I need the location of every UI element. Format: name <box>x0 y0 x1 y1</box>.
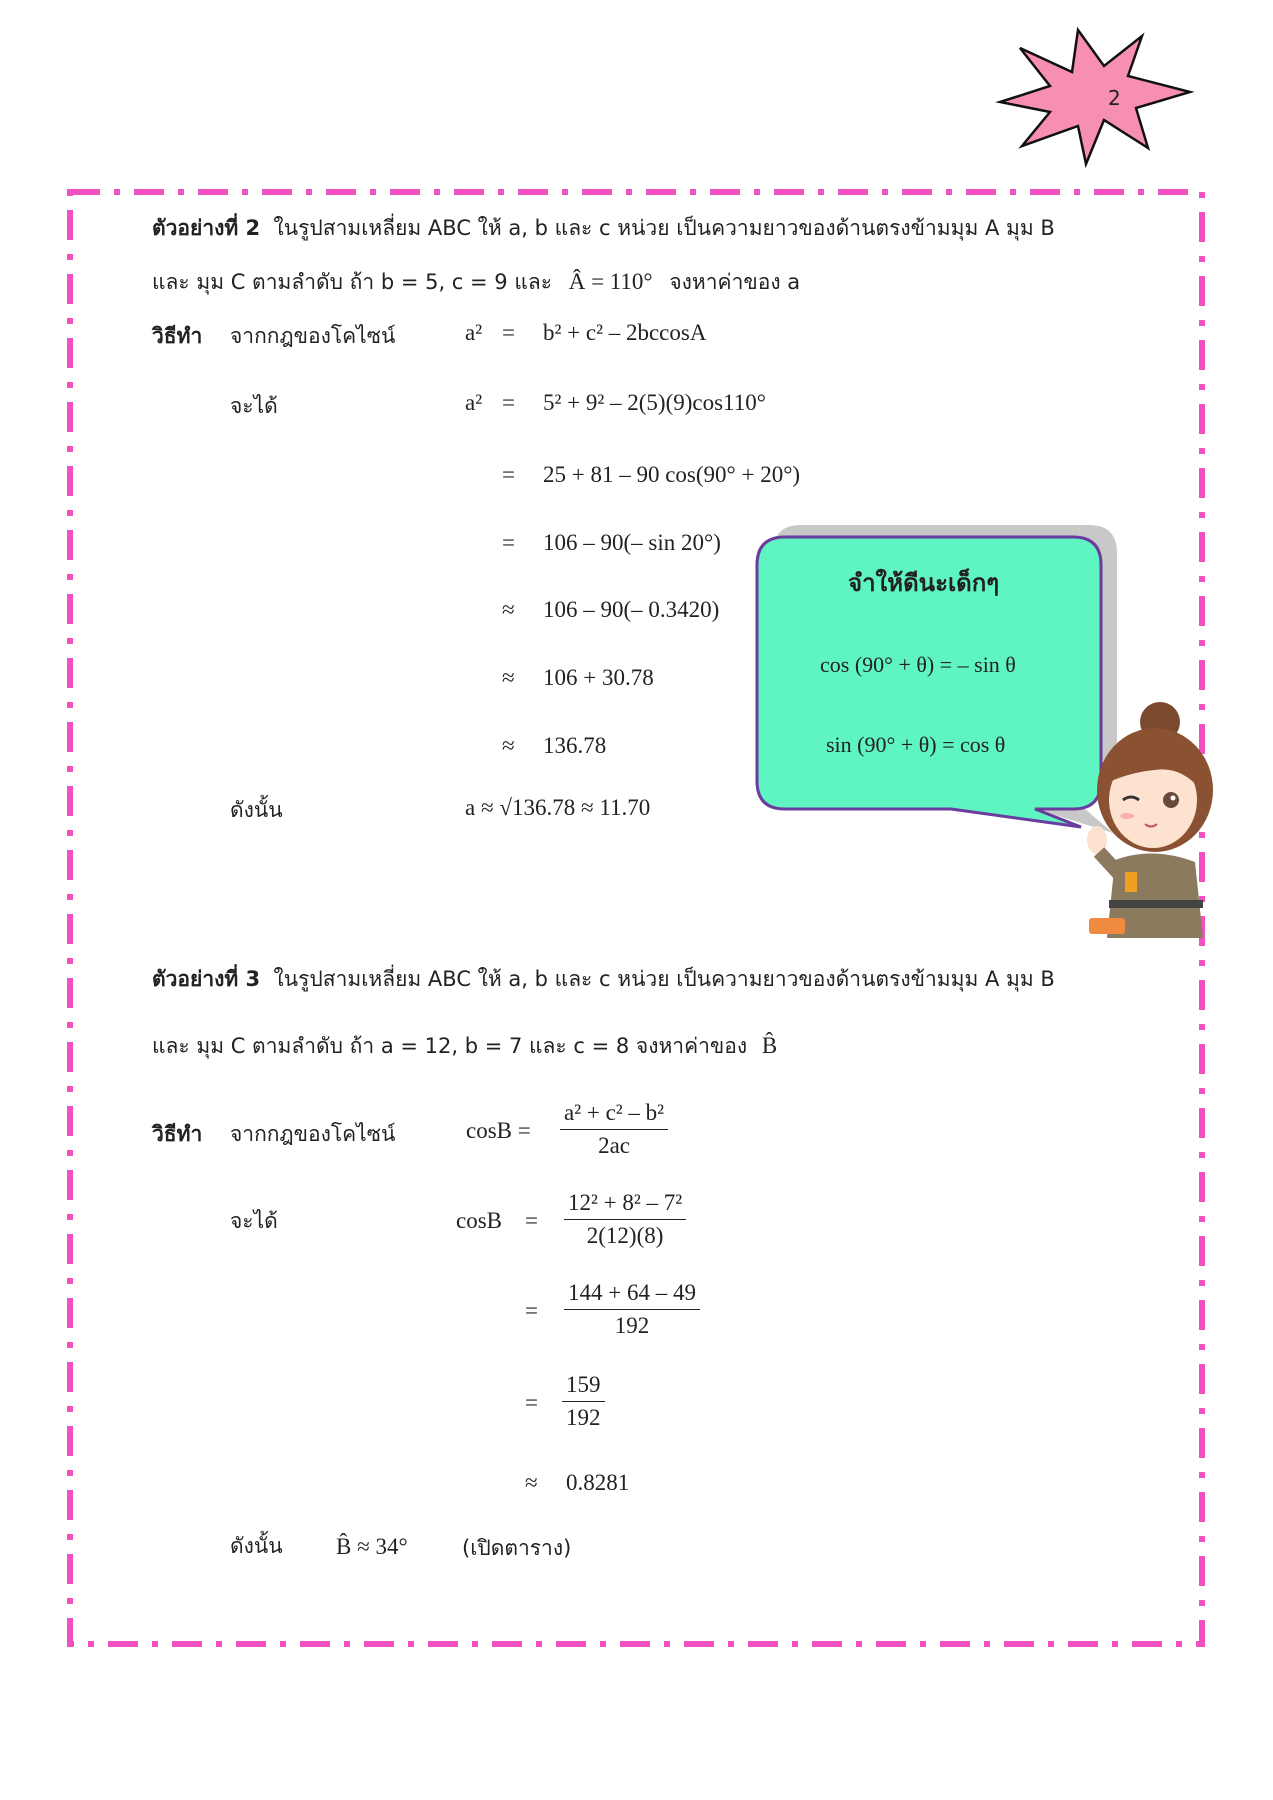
step4-op: ≈ <box>525 1470 538 1495</box>
step-rhs: 106 + 30.78 <box>543 665 654 690</box>
example3-line1 <box>152 963 1055 996</box>
step-lhs: a² <box>465 320 483 345</box>
example2-line1 <box>152 212 1055 245</box>
example3-method-label: วิธีทำ <box>152 1122 203 1146</box>
step1-op: = <box>525 1208 538 1233</box>
bubble-formula-sin: sin (90° + θ) = cos θ <box>826 732 1006 757</box>
step-rhs: b² + c² – 2bccosA <box>543 320 707 345</box>
step4-value: 0.8281 <box>566 1470 630 1495</box>
girl-illustration <box>1085 700 1220 945</box>
formula-denominator: 2ac <box>598 1133 630 1158</box>
step-op: = <box>502 462 515 487</box>
step-lhs: a² <box>465 390 483 415</box>
example3-rule-label: จากกฎของโคไซน์ <box>230 1122 396 1146</box>
step2-denominator: 192 <box>614 1313 650 1338</box>
example2-get-label: จะได้ <box>230 394 278 418</box>
step-op: ≈ <box>502 733 515 758</box>
step-op: = <box>502 390 515 415</box>
step-op: = <box>502 530 515 555</box>
example2-line2 <box>152 266 800 299</box>
step-op: = <box>502 320 515 345</box>
bubble-title: จำให้ดีนะเด็กๆ <box>848 569 1000 597</box>
example2-method-label: วิธีทำ <box>152 324 203 348</box>
example2-statement-2: และ มุม C ตามลำดับ ถ้า b = 5, c = 9 และ <box>152 270 553 294</box>
example3-answer-note: (เปิดตาราง) <box>462 1536 572 1560</box>
bubble-formula-cos: cos (90° + θ) = – sin θ <box>820 652 1016 677</box>
example2-title: ตัวอย่างที่ 2 <box>152 216 261 240</box>
example3-get-label: จะได้ <box>230 1209 278 1233</box>
example2-question: จงหาค่าของ a <box>669 270 801 294</box>
example3-therefore-label: ดังนั้น <box>230 1534 283 1558</box>
step1-fraction <box>564 1190 686 1249</box>
example2-statement-1: ในรูปสามเหลี่ยม ABC ให้ a, b และ c หน่วย เป็นความยาวของด้านตรงข้ามมุม A มุม B <box>273 216 1055 240</box>
example3-title: ตัวอย่างที่ 3 <box>152 967 261 991</box>
example2-answer: a ≈ √136.78 ≈ 11.70 <box>465 795 651 820</box>
formula-fraction <box>560 1100 668 1159</box>
step-rhs: 136.78 <box>543 733 607 758</box>
example2-rule-label: จากกฎของโคไซน์ <box>230 324 396 348</box>
step-op: ≈ <box>502 665 515 690</box>
example3-statement-2: และ มุม C ตามลำดับ ถ้า a = 12, b = 7 และ c = 8 จงหาค่าของ <box>152 1034 748 1058</box>
step-rhs: 5² + 9² – 2(5)(9)cos110° <box>543 390 766 415</box>
step3-denominator: 192 <box>566 1405 601 1430</box>
step1-denominator: 2(12)(8) <box>586 1223 664 1248</box>
step2-op: = <box>525 1298 538 1323</box>
step2-numerator: 144 + 64 – 49 <box>564 1280 700 1310</box>
formula-lhs: cosB = <box>466 1118 531 1143</box>
step3-fraction <box>562 1372 605 1431</box>
step-rhs: 25 + 81 – 90 cos(90° + 20°) <box>543 462 801 487</box>
step1-numerator: 12² + 8² – 7² <box>564 1190 686 1220</box>
example3-statement-1: ในรูปสามเหลี่ยม ABC ให้ a, b และ c หน่วย เป็นความยาวของด้านตรงข้ามมุม A มุม B <box>273 967 1055 991</box>
step1-lhs: cosB <box>456 1208 502 1233</box>
example3-angle-b: B̂ <box>761 1033 778 1058</box>
step-rhs: 106 – 90(– 0.3420) <box>543 597 720 622</box>
example2-therefore-label: ดังนั้น <box>230 798 283 822</box>
step3-op: = <box>525 1390 538 1415</box>
step-rhs: 106 – 90(– sin 20°) <box>543 530 721 555</box>
step2-fraction <box>564 1280 700 1339</box>
page-number: 2 <box>1108 86 1121 110</box>
example3-line2 <box>152 1030 777 1063</box>
step3-numerator: 159 <box>562 1372 605 1402</box>
example3-answer: B̂ ≈ 34° <box>336 1534 408 1559</box>
example2-angle-a: Â = 110° <box>568 269 653 294</box>
step-op: ≈ <box>502 597 515 622</box>
formula-numerator: a² + c² – b² <box>560 1100 668 1130</box>
